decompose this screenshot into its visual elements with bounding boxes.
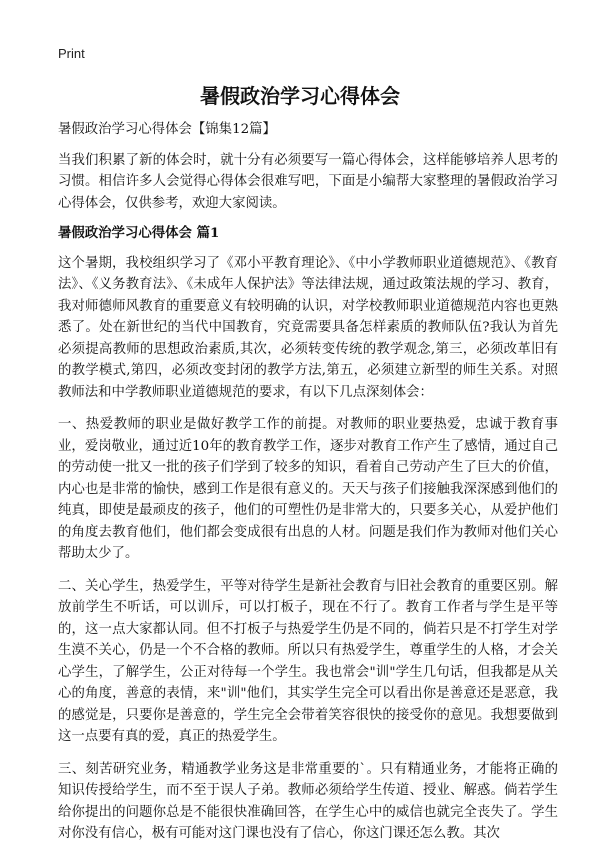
- page-title: 暑假政治学习心得体会: [200, 84, 400, 108]
- document-subtitle: 暑假政治学习心得体会【锦集12篇】: [58, 122, 276, 137]
- body-paragraph: 三、刻苦研究业务，精通教学业务这是非常重要的`。只有精通业务，才能将正确的知识传授给学生，而不至于误人子弟。教师必须给学生传道、授业、解惑。倘若学生给你提出的问题你总是不能很快准确回答，在学生心中的威信也就完全丧失了。学生对你没有信心，极有可能对这门课也没有了信心，你这门课还怎么教。其次: [58, 761, 558, 841]
- document-body: [58, 119, 558, 856]
- section-heading: 暑假政治学习心得体会 篇1: [58, 225, 220, 241]
- body-paragraph: 二、关心学生，热爱学生，平等对待学生是新社会教育与旧社会教育的重要区别。解放前学生不听话，可以训斥，可以打板子，现在不行了。教育工作者与学生是平等的，这一点大家都认同。但不打板子与热爱学生仍是不同的，倘若只是不打学生对学生漠不关心，仍是一个不合格的教师。所以只有热爱学生，尊重学生的人格，才会关心学生，了解学生，公正对待每一个学生。我也常会"训"学生几句话，但我都是从关心的角度，善意的表情，来"训"他们，其实学生完全可以看出你是善意还是恶意，我的感觉是，只要你是善意的，学生完全会带着笑容很快的接受你的意见。我想要做到这一点要有真的爱，真正的热爱学生。: [58, 578, 558, 744]
- body-paragraph: 这个暑期，我校组织学习了《邓小平教育理论》、《中小学教师职业道德规范》、《教育法》、《义务教育法》、《未成年人保护法》等法律法规，通过政策法规的学习、教育，我对师德师风教育的重要意义有较明确的认识，对学校教师职业道德规范内容也更熟悉了。处在新世纪的当代中国教育，究竟需要具备怎样素质的教师队伍?我认为首先必须提高教师的思想政治素质,其次，必须转变传统的教学观念,第三，必须改革旧有的教学模式,第四，必须改变封闭的教学方法,第五，必须建立新型的师生关系。对照教师法和中学教师职业道德规范的要求，有以下几点深刻体会：: [58, 255, 558, 400]
- intro-paragraph: 当我们积累了新的体会时，就十分有必须要写一篇心得体会，这样能够培养人思考的习惯。相信许多人会觉得心得体会很难写吧，下面是小编帮大家整理的暑假政治学习心得体会，仅供参考，欢迎大家阅读。: [58, 152, 558, 211]
- body-paragraph: 一、热爱教师的职业是做好教学工作的前提。对教师的职业要热爱，忠诚于教育事业，爱岗敬业，通过近10年的教育教学工作，逐步对教育工作产生了感情，通过自己的劳动使一批又一批的孩子们学到了较多的知识，看着自己劳动产生了巨大的价值，内心也是非常的愉快，感到工作是很有意义的。天天与孩子们接触我深深感到他们的纯真，即使是最顽皮的孩子，他们的可塑性仍是非常大的，只要多关心，从爱护他们的角度去教育他们，他们都会变成很有出息的人材。问题是我们作为教师对他们关心帮助太少了。: [58, 417, 558, 561]
- print-link[interactable]: Print: [58, 46, 85, 61]
